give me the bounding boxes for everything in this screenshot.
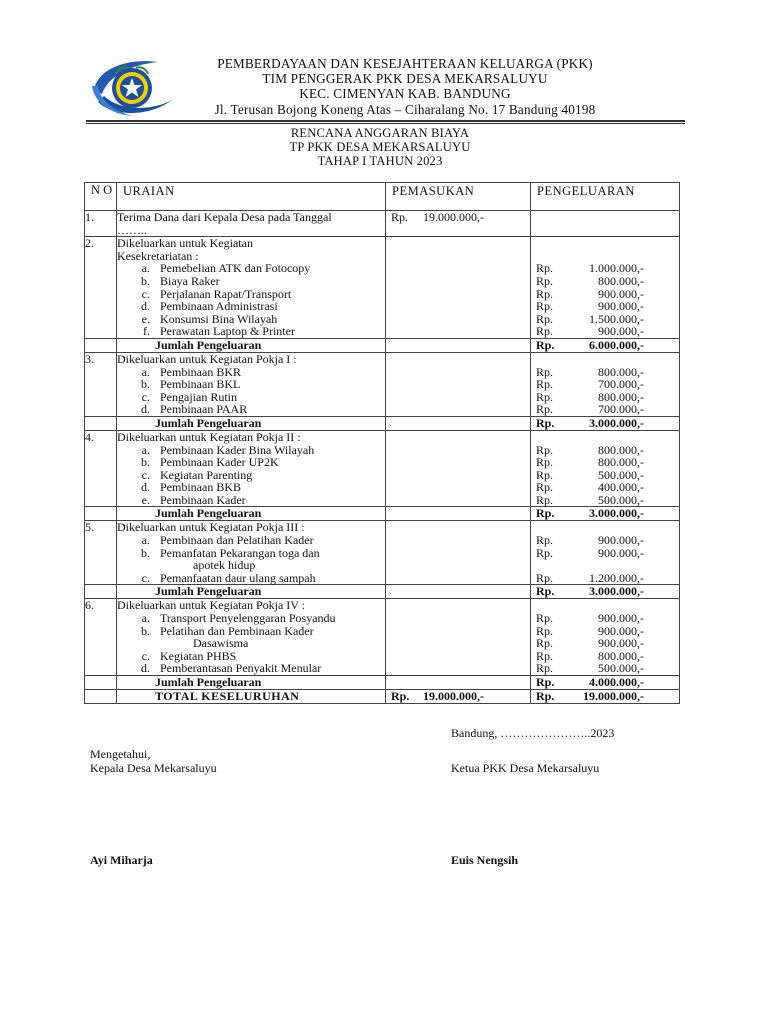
item-text: Pembinaan BKL <box>160 377 241 392</box>
expense-amount <box>531 378 644 391</box>
item-text: Konsumsi Bina Wilayah <box>160 311 278 326</box>
item-letter: a. <box>141 261 150 276</box>
expense-amount <box>531 572 644 585</box>
section-number: 5. <box>85 520 94 535</box>
expense-amount <box>531 547 644 560</box>
amount-value: 400.000,- <box>598 480 644 495</box>
income-amount <box>386 211 501 224</box>
amount-value: 800.000,- <box>598 273 644 288</box>
amount-value: 700.000,- <box>598 377 644 392</box>
col-header-pengeluaran: PENGELUARAN <box>531 183 680 211</box>
item-text: Kegiatan Parenting <box>160 467 253 482</box>
subtotal-amount <box>531 507 644 520</box>
currency-label: Rp. <box>536 480 554 495</box>
amount-value: 800.000,- <box>598 648 644 663</box>
amount-value: 19.000.000,- <box>583 689 644 703</box>
letterhead-rule-thick <box>86 120 685 122</box>
expense-item <box>117 275 385 288</box>
amount-value: 3.000.000,- <box>589 506 644 521</box>
item-letter: d. <box>141 480 150 495</box>
currency-label: Rp. <box>536 689 555 703</box>
currency-label: Rp. <box>536 467 554 482</box>
expense-amount <box>531 662 644 675</box>
currency-label: Rp. <box>536 402 554 417</box>
amount-value: 6.000.000,- <box>589 337 644 352</box>
currency-label: Rp. <box>536 648 554 663</box>
total-label: TOTAL KESELURUHAN <box>117 690 386 704</box>
item-letter <box>117 637 150 650</box>
currency-label: Rp. <box>391 689 410 703</box>
expense-item <box>117 366 385 379</box>
amount-value: 3.000.000,- <box>589 415 644 430</box>
currency-label: Rp. <box>536 337 555 352</box>
item-letter: a. <box>141 533 150 548</box>
item-text: Kegiatan PHBS <box>160 648 237 663</box>
item-text: Pembinaan Kader Bina Wilayah <box>160 442 315 457</box>
item-letter: b. <box>141 545 150 560</box>
amount-value: 19.000.000,- <box>423 689 484 703</box>
expense-item <box>117 300 385 313</box>
item-letter: a. <box>141 442 150 457</box>
currency-label: Rp. <box>536 389 554 404</box>
total-expense <box>531 690 644 703</box>
amount-value: 1.500.000,- <box>589 311 644 326</box>
subtotal-label: Jumlah Pengeluaran <box>117 507 386 521</box>
amount-value: 500.000,- <box>598 661 644 676</box>
expense-item <box>117 262 385 275</box>
col-header-uraian: URAIAN <box>117 183 386 211</box>
col-header-pemasukan: PEMASUKAN <box>386 183 531 211</box>
item-text: Pemanfatan Pekarangan toga dan <box>160 545 320 560</box>
subtotal-row <box>85 585 680 599</box>
expense-amount <box>531 612 644 625</box>
currency-label: Rp. <box>536 299 554 314</box>
letterhead <box>150 56 660 117</box>
item-letter: c. <box>141 286 150 301</box>
currency-label: Rp. <box>536 415 555 430</box>
expense-item <box>117 378 385 391</box>
total-row <box>85 690 680 704</box>
amount-value: 700.000,- <box>598 402 644 417</box>
currency-label: Rp. <box>536 311 554 326</box>
currency-label: Rp. <box>536 584 555 599</box>
signature-date: Bandung, …………………..2023 <box>451 726 615 740</box>
section-number: 4. <box>85 429 94 444</box>
expense-amount <box>531 300 644 313</box>
amount-value: 900.000,- <box>598 286 644 301</box>
org-district: KEC. CIMENYAN KAB. BANDUNG <box>299 86 511 102</box>
expense-item <box>117 662 385 675</box>
expense-item <box>117 456 385 469</box>
item-text-cont: apotek hidup <box>193 558 256 573</box>
expense-amount <box>531 481 644 494</box>
expense-item-cont <box>117 559 385 572</box>
section-title-cont: Kesekretariatan : <box>117 248 199 263</box>
currency-label: Rp. <box>536 377 554 392</box>
section-number: 6. <box>85 598 94 613</box>
section-row <box>85 521 680 585</box>
item-letter: e. <box>141 311 150 326</box>
item-letter: d. <box>141 299 150 314</box>
document-title <box>150 126 610 168</box>
item-text: Pemebelian ATK dan Fotocopy <box>160 261 311 276</box>
item-text: Pembinaan BKR <box>160 364 241 379</box>
subtotal-row <box>85 507 680 521</box>
title-line-1: RENCANA ANGGARAN BIAYA <box>290 126 470 140</box>
item-text: Pelatihan dan Pembinaan Kader <box>160 623 314 638</box>
table-row <box>85 211 680 237</box>
letterhead-rule-thin <box>86 123 685 124</box>
left-signer-name: Ayi Miharja <box>90 853 153 867</box>
acknowledged-label: Mengetahui, <box>90 747 151 761</box>
item-letter: a. <box>141 364 150 379</box>
title-line-3: TAHAP I TAHUN 2023 <box>317 154 443 168</box>
org-name: PEMBERDAYAAN DAN KESEJAHTERAAN KELUARGA (PKK) <box>217 56 593 71</box>
currency-label: Rp. <box>536 675 555 689</box>
subtotal-label: Jumlah Pengeluaran <box>117 676 386 690</box>
subtotal-label: Jumlah Pengeluaran <box>117 585 386 599</box>
expense-item <box>117 494 385 507</box>
amount-value: 900.000,- <box>598 299 644 314</box>
currency-label: Rp. <box>536 623 554 638</box>
expense-item <box>117 572 385 585</box>
expense-item <box>117 403 385 416</box>
expense-item <box>117 325 385 338</box>
expense-amount <box>531 325 644 338</box>
currency-label: Rp. <box>536 533 554 548</box>
expense-item <box>117 391 385 404</box>
expense-item <box>117 612 385 625</box>
section-row <box>85 237 680 339</box>
expense-item <box>117 469 385 482</box>
section-title: Dikeluarkan untuk Kegiatan Pokja II : <box>117 429 301 444</box>
expense-amount <box>531 403 644 416</box>
item-text: Pembinaan dan Pelatihan Kader <box>160 533 314 548</box>
currency-label: Rp. <box>536 506 555 521</box>
section-title: Dikeluarkan untuk Kegiatan Pokja III : <box>117 520 305 535</box>
amount-value: 1.000.000,- <box>589 261 644 276</box>
expense-amount <box>531 275 644 288</box>
total-income <box>386 690 501 703</box>
currency-label: Rp. <box>536 545 554 560</box>
item-text: Perawatan Laptop & Printer <box>160 324 295 339</box>
item-letter: c. <box>141 467 150 482</box>
amount-value: 4.000.000,- <box>589 675 644 689</box>
amount-value: 900.000,- <box>598 611 644 626</box>
org-address: Jl. Terusan Bojong Koneng Atas – Ciharalang No. 17 Bandung 40198 <box>214 101 596 117</box>
section-title: Dikeluarkan untuk Kegiatan Pokja I : <box>117 351 297 366</box>
item-letter: d. <box>141 661 150 676</box>
subtotal-row <box>85 416 680 430</box>
expense-amount <box>531 494 644 507</box>
currency-label: Rp. <box>536 442 554 457</box>
section-title: Dikeluarkan untuk Kegiatan Pokja IV : <box>117 598 306 613</box>
section-row <box>85 352 680 416</box>
row-description: Terima Dana dari Kepala Desa pada Tanggal <box>117 210 332 224</box>
item-text: Pembinaan PAAR <box>160 402 248 417</box>
item-letter: d. <box>141 402 150 417</box>
amount-value: 900.000,- <box>598 533 644 548</box>
amount-value: 900.000,- <box>598 623 644 638</box>
currency-label: Rp. <box>536 286 554 301</box>
item-text: Pembinaan Administrasi <box>160 299 278 314</box>
subtotal-amount <box>531 339 644 352</box>
expense-amount <box>531 534 644 547</box>
right-signer-name: Euis Nengsih <box>451 853 519 867</box>
item-letter: c. <box>141 648 150 663</box>
subtotal-row <box>85 676 680 690</box>
item-text: Pembinaan BKB <box>160 480 241 495</box>
amount-value: 800.000,- <box>598 442 644 457</box>
subtotal-amount <box>531 417 644 430</box>
currency-label: Rp. <box>536 273 554 288</box>
amount-value: 19.000.000,- <box>423 210 484 224</box>
subtotal-amount <box>531 585 644 598</box>
currency-label: Rp. <box>536 324 554 339</box>
item-text: Pemberantasan Penyakit Menular <box>160 661 322 676</box>
subtotal-amount <box>531 676 644 689</box>
expense-item <box>117 481 385 494</box>
item-letter: e. <box>141 492 150 507</box>
currency-label: Rp. <box>391 210 409 224</box>
col-header-no: N O <box>85 183 117 211</box>
expense-amount <box>531 456 644 469</box>
subtotal-row <box>85 338 680 352</box>
currency-label: Rp. <box>536 661 554 676</box>
item-letter: c. <box>141 389 150 404</box>
item-letter: b. <box>141 623 150 638</box>
item-letter: c. <box>141 570 150 585</box>
item-letter: a. <box>141 611 150 626</box>
currency-label: Rp. <box>536 636 554 651</box>
section-number: 3. <box>85 351 94 366</box>
amount-value: 900.000,- <box>598 545 644 560</box>
currency-label: Rp. <box>536 261 554 276</box>
row-number: 1. <box>85 210 94 224</box>
subtotal-label: Jumlah Pengeluaran <box>117 416 386 430</box>
item-text: Dasawisma <box>193 636 249 651</box>
currency-label: Rp. <box>536 364 554 379</box>
amount-value: 1.200.000,- <box>589 570 644 585</box>
left-signer-role: Kepala Desa Mekarsaluyu <box>90 761 217 775</box>
expense-amount <box>531 637 644 650</box>
right-signer-role: Ketua PKK Desa Mekarsaluyu <box>451 761 600 775</box>
budget-table <box>84 182 680 704</box>
expense-item <box>117 625 385 638</box>
currency-label: Rp. <box>536 570 554 585</box>
item-text: Biaya Raker <box>160 273 220 288</box>
item-letter: b. <box>141 455 150 470</box>
amount-value: 3.000.000,- <box>589 584 644 599</box>
amount-value: 800.000,- <box>598 455 644 470</box>
item-letter: b. <box>141 273 150 288</box>
section-number: 2. <box>85 236 94 251</box>
section-title: Dikeluarkan untuk Kegiatan <box>117 236 253 251</box>
item-text: Pengajian Rutin <box>160 389 237 404</box>
amount-value: 800.000,- <box>598 364 644 379</box>
amount-value: 900.000,- <box>598 324 644 339</box>
currency-label: Rp. <box>536 492 554 507</box>
amount-value: 900.000,- <box>598 636 644 651</box>
item-text: Perjalanan Rapat/Transport <box>160 286 292 301</box>
item-text: Pembinaan Kader <box>160 492 246 507</box>
item-text: Pemanfaatan daur ulang sampah <box>160 570 316 585</box>
table-header-row <box>85 183 680 211</box>
currency-label: Rp. <box>536 611 554 626</box>
currency-label: Rp. <box>536 455 554 470</box>
item-text: Pembinaan Kader UP2K <box>160 455 279 470</box>
section-row <box>85 599 680 676</box>
expense-item <box>117 534 385 547</box>
item-letter: f. <box>143 324 150 339</box>
amount-value: 800.000,- <box>598 389 644 404</box>
title-line-2: TP PKK DESA MEKARSALUYU <box>289 140 471 154</box>
section-row <box>85 430 680 507</box>
org-team: TIM PENGGERAK PKK DESA MEKARSALUYU <box>262 71 548 87</box>
amount-value: 500.000,- <box>598 467 644 482</box>
item-letter: b. <box>141 377 150 392</box>
amount-value: 500.000,- <box>598 492 644 507</box>
subtotal-label: Jumlah Pengeluaran <box>117 338 386 352</box>
item-text: Transport Penyelenggaran Posyandu <box>160 611 336 626</box>
expense-item <box>117 637 385 650</box>
row-description-cont: …….. <box>117 222 147 237</box>
